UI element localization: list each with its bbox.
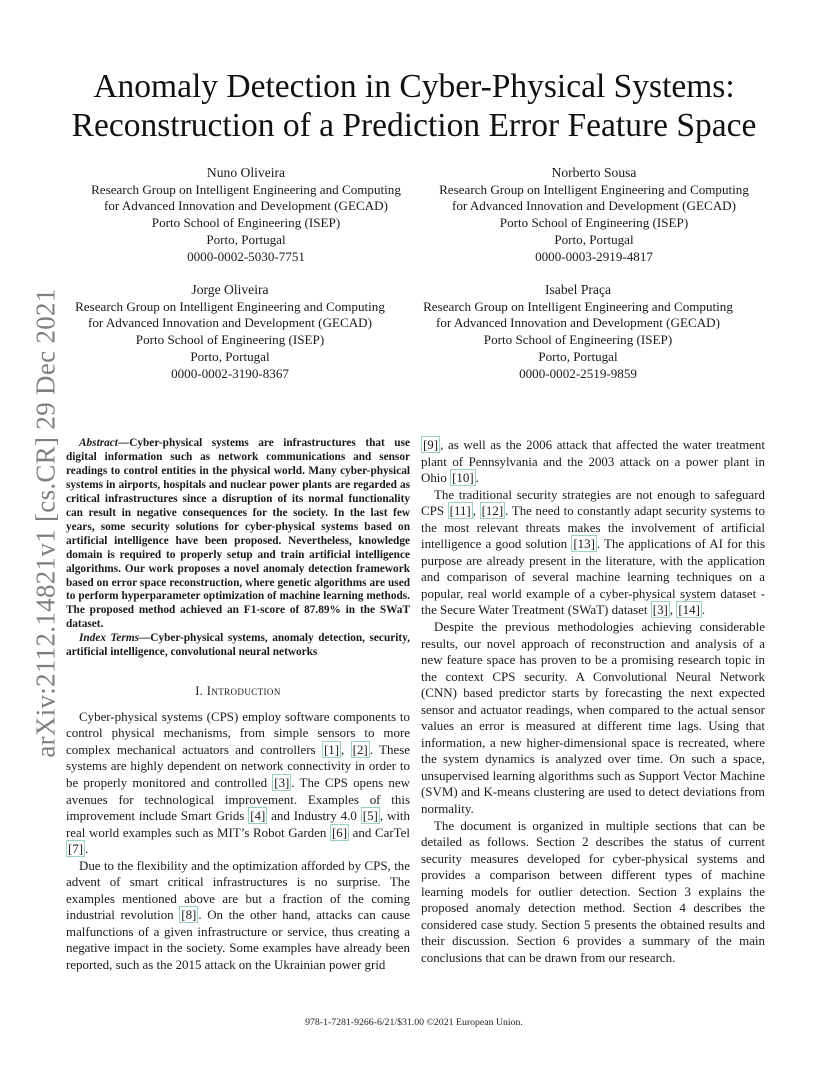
- author-affiliation: for Advanced Innovation and Development (GECAD): [88, 315, 372, 331]
- author-block-4: [403, 282, 753, 382]
- author-orcid: 0000-0002-5030-7751: [187, 248, 305, 264]
- section-title: Introduction: [206, 684, 281, 699]
- arxiv-stamp-text: arXiv:2112.14821v1 [cs.CR] 29 Dec 2021: [30, 288, 61, 758]
- title-line-2: Reconstruction of a Prediction Error Feature Space: [71, 107, 757, 144]
- abstract-text: —Cyber-physical systems are infrastructures that use digital information such as network communications and sensor readings to control entities in the physical world. Many cyber-physical systems in airports, hospitals and nuclear power plants are regarded as critical infrastructures since a disruption of its normal functionality can result in negative consequences for the society. In the last few years, some security solutions for cyber-physical systems based on artificial intelligence have been proposed. Nevertheless, knowledge domain is required to properly setup and train artificial intelligence algorithms. Our work proposes a novel anomaly detection framework based on error space reconstruction, where genetic algorithms are used to perform hyperparameter optimization of machine learning methods. The proposed method achieved an F1-score of 87.89% in the SWaT dataset.: [66, 437, 410, 631]
- citation-link[interactable]: [7]: [68, 841, 84, 857]
- paragraph: The traditional security strategies are not enough to safeguard CPS [11] , [12] . The need to constantly adapt security systems to the most relevant threats makes the involvement of artificial intelligence a good solution [13] . The applications of AI for this purpose are already present in the literature, with the application and comparison of several machine learning techniques on a popular, real world example of a cyber-physical system dataset - the Secure Water Treatment (SWaT) dataset [3] , [14] .: [421, 486, 765, 618]
- author-affiliation: for Advanced Innovation and Development (GECAD): [104, 198, 388, 214]
- author-affiliation: Porto School of Engineering (ISEP): [151, 215, 341, 231]
- author-location: Porto, Portugal: [538, 348, 618, 364]
- citation-link[interactable]: [12]: [481, 503, 504, 519]
- citation-link[interactable]: [3]: [274, 774, 290, 790]
- paragraph: Due to the flexibility and the optimization afforded by CPS, the advent of smart critical infrastructures is no surprise. The examples mentioned above are but a fraction of the coming industrial revolution [8] . On the other hand, attacks can cause malfunctions of a given infrastructure or service, thus creating a negative impact in the society. Some examples have already been reported, such as the 2015 attack on the Ukrainian power grid: [66, 857, 410, 972]
- author-affiliation: Research Group on Intelligent Engineering and Computing: [91, 181, 401, 197]
- author-block-2: [419, 165, 769, 265]
- right-column: [421, 437, 765, 967]
- citation-link[interactable]: [9]: [423, 437, 439, 452]
- citation-link[interactable]: [6]: [331, 824, 348, 840]
- citation-link[interactable]: [8]: [181, 907, 197, 923]
- paragraph: Cyber-physical systems (CPS) employ software components to control physical mechanisms, from simple sensors to more complex mechanical actuators and controllers [1] , [2] . These systems are highly dependent on network connectivity in order to be properly monitored and controlled [3] . The CPS opens new avenues for technological improvement. Examples of this improvement include Smart Grids [4] and Industry 4.0 [5] , with real world examples such as MIT’s Robot Garden [6] and CarTel [7] .: [66, 708, 410, 857]
- author-location: Porto, Portugal: [206, 231, 286, 247]
- paper-title: [60, 67, 768, 145]
- author-location: Porto, Portugal: [554, 231, 634, 247]
- author-name: Norberto Sousa: [551, 165, 637, 180]
- author-affiliation: Porto School of Engineering (ISEP): [483, 332, 673, 348]
- author-name: Jorge Oliveira: [191, 282, 269, 297]
- author-name: Isabel Praça: [544, 282, 612, 297]
- citation-link[interactable]: [10]: [452, 470, 474, 486]
- author-orcid: 0000-0003-2919-4817: [535, 248, 653, 264]
- author-affiliation: Research Group on Intelligent Engineering and Computing: [439, 181, 749, 197]
- author-location: Porto, Portugal: [190, 348, 270, 364]
- index-terms: [66, 632, 410, 660]
- author-affiliation: for Advanced Innovation and Development (GECAD): [436, 315, 720, 331]
- section-number: I.: [195, 684, 204, 699]
- citation-link[interactable]: [11]: [449, 503, 471, 519]
- abstract-label: Abstract: [79, 437, 118, 449]
- author-block-3: [55, 282, 405, 382]
- left-column: [66, 437, 410, 974]
- author-name: Nuno Oliveira: [206, 165, 286, 180]
- citation-link[interactable]: [13]: [573, 536, 595, 552]
- section-heading: [66, 683, 410, 700]
- citation-link[interactable]: [5]: [362, 808, 378, 824]
- author-affiliation: Porto School of Engineering (ISEP): [499, 215, 689, 231]
- author-affiliation: Research Group on Intelligent Engineering and Computing: [423, 298, 733, 314]
- citation-link[interactable]: [14]: [678, 602, 700, 618]
- author-affiliation: Research Group on Intelligent Engineering and Computing: [75, 298, 385, 314]
- index-terms-text: —Cyber-physical systems, anomaly detection, security, artificial intelligence, convolutional neural networks: [66, 632, 410, 659]
- author-affiliation: for Advanced Innovation and Development (GECAD): [452, 198, 736, 214]
- author-orcid: 0000-0002-2519-9859: [519, 365, 637, 381]
- author-affiliation: Porto School of Engineering (ISEP): [135, 332, 325, 348]
- title-line-1: Anomaly Detection in Cyber-Physical Systems:: [93, 68, 735, 105]
- citation-link[interactable]: [2]: [352, 741, 368, 757]
- abstract: [66, 437, 410, 632]
- author-block-1: [71, 165, 421, 265]
- paragraph: Despite the previous methodologies achieving considerable results, our novel approach of reconstruction and analysis of a new feature space has proven to be a promising research topic in the context CPS security. A Convolutional Neural Network (CNN) based predictor starts by forecasting the next expected sensor and actuator readings, when compared to the actual sensor values an error is measured at different time lags. Using that information, a new higher-dimensional space is recreated, where the system dynamics is analyzed over time. On such a space, unsupervised learning algorithms such as Support Vector Machine (SVM) and K-means clustering are used to detect deviations from normality.: [421, 619, 765, 817]
- copyright-footer: 978-1-7281-9266-6/21/$31.00 ©2021 European Union.: [305, 1017, 523, 1028]
- paragraph: The document is organized in multiple sections that can be detailed as follows. Section 2 describes the status of current security measures developed for cyber-physical systems and provides a comparison between different types of machine learning models for outlier detection. Section 3 explains the proposed anomaly detection method. Section 4 describes the considered case study. Section 5 presents the obtained results and their discussion. Section 6 provides a summary of the main conclusions that can be drawn from our research.: [421, 817, 765, 965]
- paragraph: [9] , as well as the 2006 attack that affected the water treatment plant of Pennsylvania and the 2003 attack on a power plant in Ohio [10] .: [421, 437, 765, 486]
- citation-link[interactable]: [1]: [323, 741, 340, 757]
- citation-link[interactable]: [3]: [652, 602, 668, 618]
- citation-link[interactable]: [4]: [250, 808, 266, 824]
- author-orcid: 0000-0002-3190-8367: [171, 365, 289, 381]
- index-terms-label: Index Terms: [79, 632, 139, 645]
